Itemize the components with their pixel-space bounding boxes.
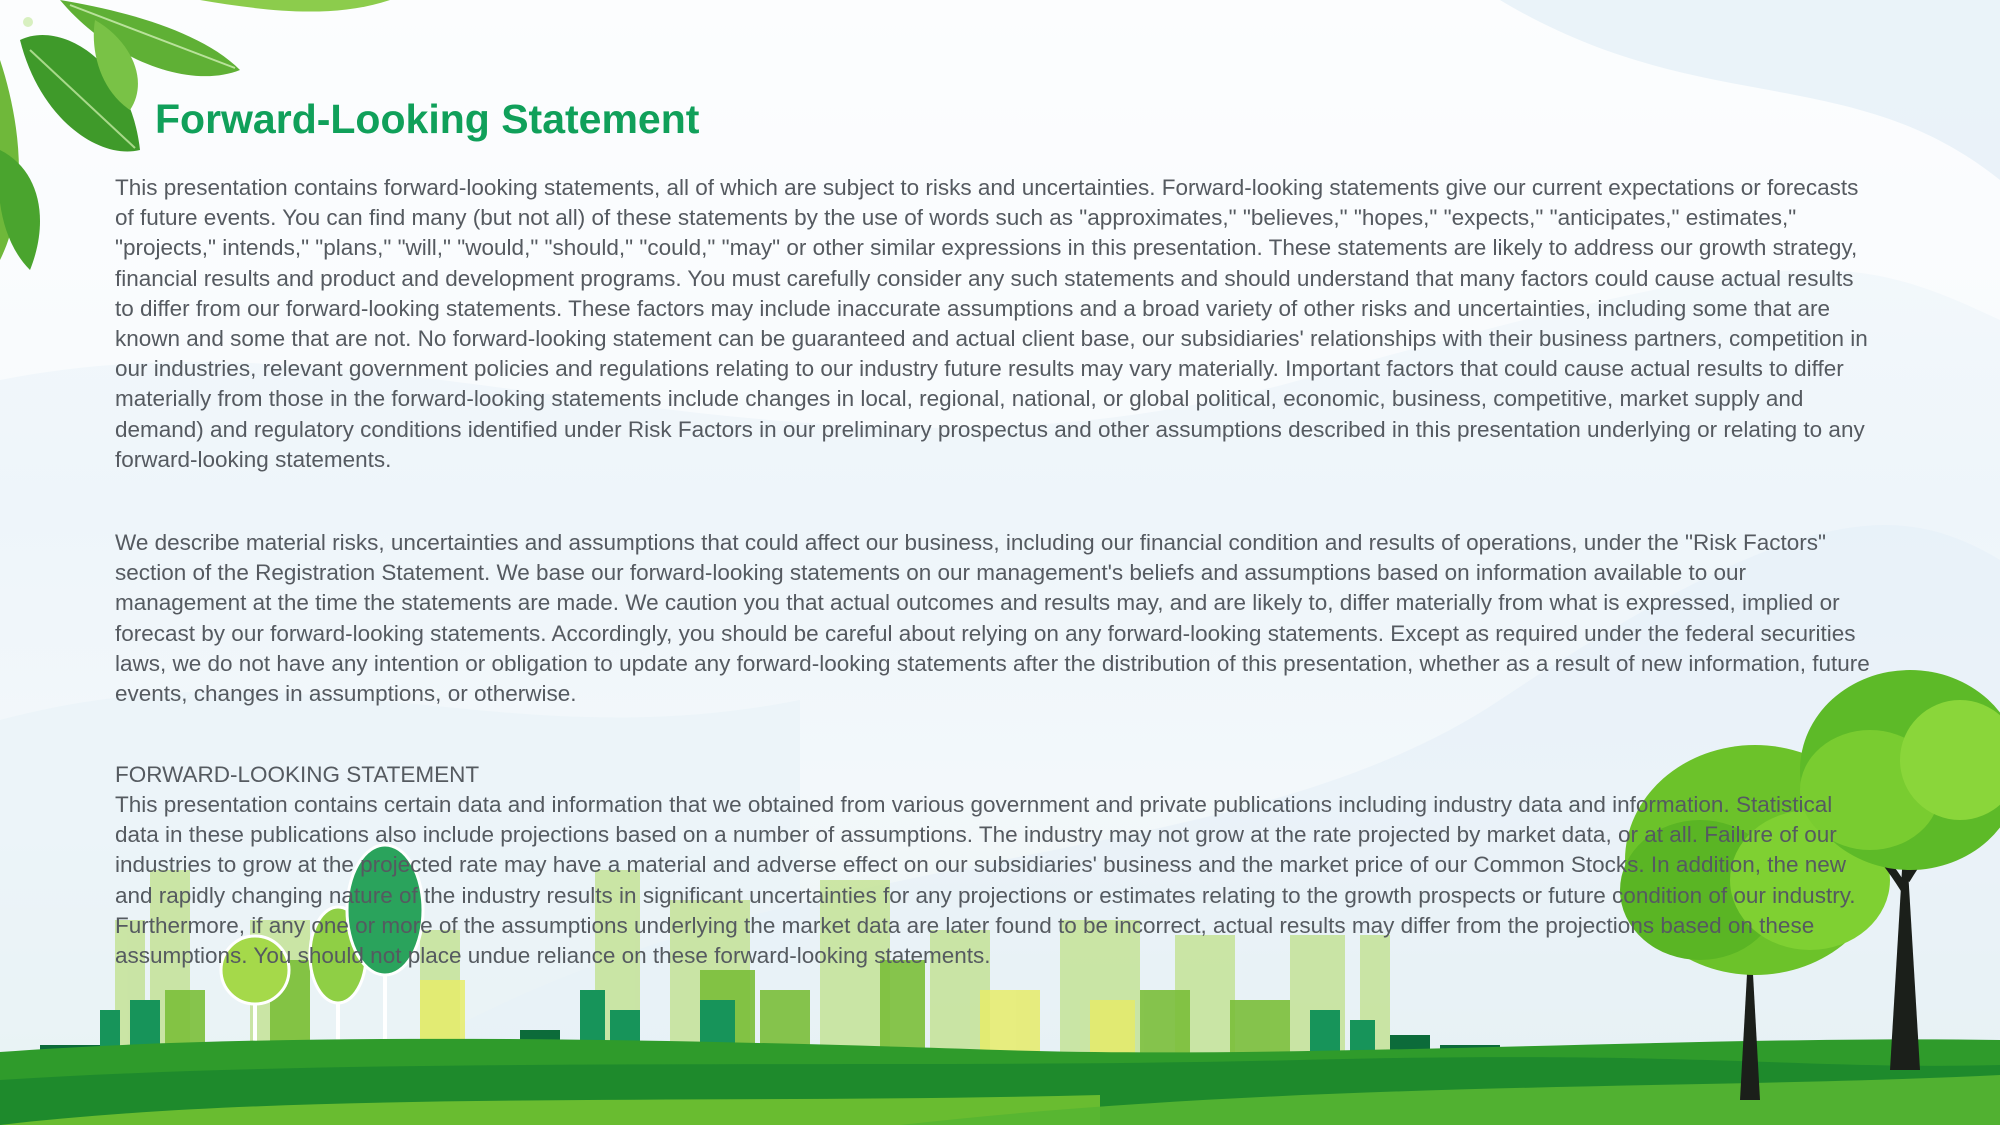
section-heading: FORWARD-LOOKING STATEMENT xyxy=(115,762,480,787)
paragraph-industry-data: This presentation contains certain data and information that we obtained from various government and private publications including industry data and information. Statistical data in these publications also include projections based on a number of assumptions. The industry may not grow at the rate projected by market data, or at all. Failure of our industries to grow at the projected rate may have a material and adverse effect on our subsidiaries' business and the market price of our Common Stocks. In addition, the new and rapidly changing nature of the industry results in significant uncertainties for any projections or estimates relating to the growth prospects or future condition of our industry. Furthermore, if any one or more of the assumptions underlying the market data are later found to be incorrect, actual results may differ from the projections based on these assumptions. You should not place undue reliance on these forward-looking statements. xyxy=(115,792,1856,969)
paragraph-forward-looking: This presentation contains forward-looking statements, all of which are subject to risks and uncertainties. Forward-looking statements give our current expectations or forecasts of future events. You can find many (but not all) of these statements by the use of words such as "approximates," "believes," "hopes," "expects," "anticipates," estimates," "projects," intends," "plans," "will," "would," "should," "could," "may" or other similar expressions in this presentation. These statements are likely to address our growth strategy, financial results and product and development programs. You must carefully consider any such statements and should understand that many factors could cause actual results to differ from our forward-looking statements. These factors may include inaccurate assumptions and a broad variety of other risks and uncertainties, including some that are known and some that are not. No forward-looking statement can be guaranteed and actual client base, our subsidiaries' relationships with their business partners, competition in our industries, relevant government policies and regulations relating to our industry future results may vary materially. Important factors that could cause actual results to differ materially from those in the forward-looking statements include changes in local, regional, national, or global political, economic, business, competitive, market supply and demand) and regulatory conditions identified under Risk Factors in our preliminary prospectus and other assumptions described in this presentation underlying or relating to any forward-looking statements. xyxy=(115,175,1868,472)
paragraph-risk-factors: We describe material risks, uncertainties and assumptions that could affect our business, including our financial condition and results of operations, under the "Risk Factors" section of the Registration Statement. We base our forward-looking statements on our management's beliefs and assumptions based on information available to our management at the time the statements are made. We caution you that actual outcomes and results may, and are likely to, differ materially from what is expressed, implied or forecast by our forward-looking statements. Accordingly, you should be careful about relying on any forward-looking statements. Except as required under the federal securities laws, we do not have any intention or obligation to update any forward-looking statements after the distribution of this presentation, whether as a result of new information, future events, changes in assumptions, or otherwise. xyxy=(115,530,1870,707)
slide-title: Forward-Looking Statement xyxy=(155,96,700,142)
